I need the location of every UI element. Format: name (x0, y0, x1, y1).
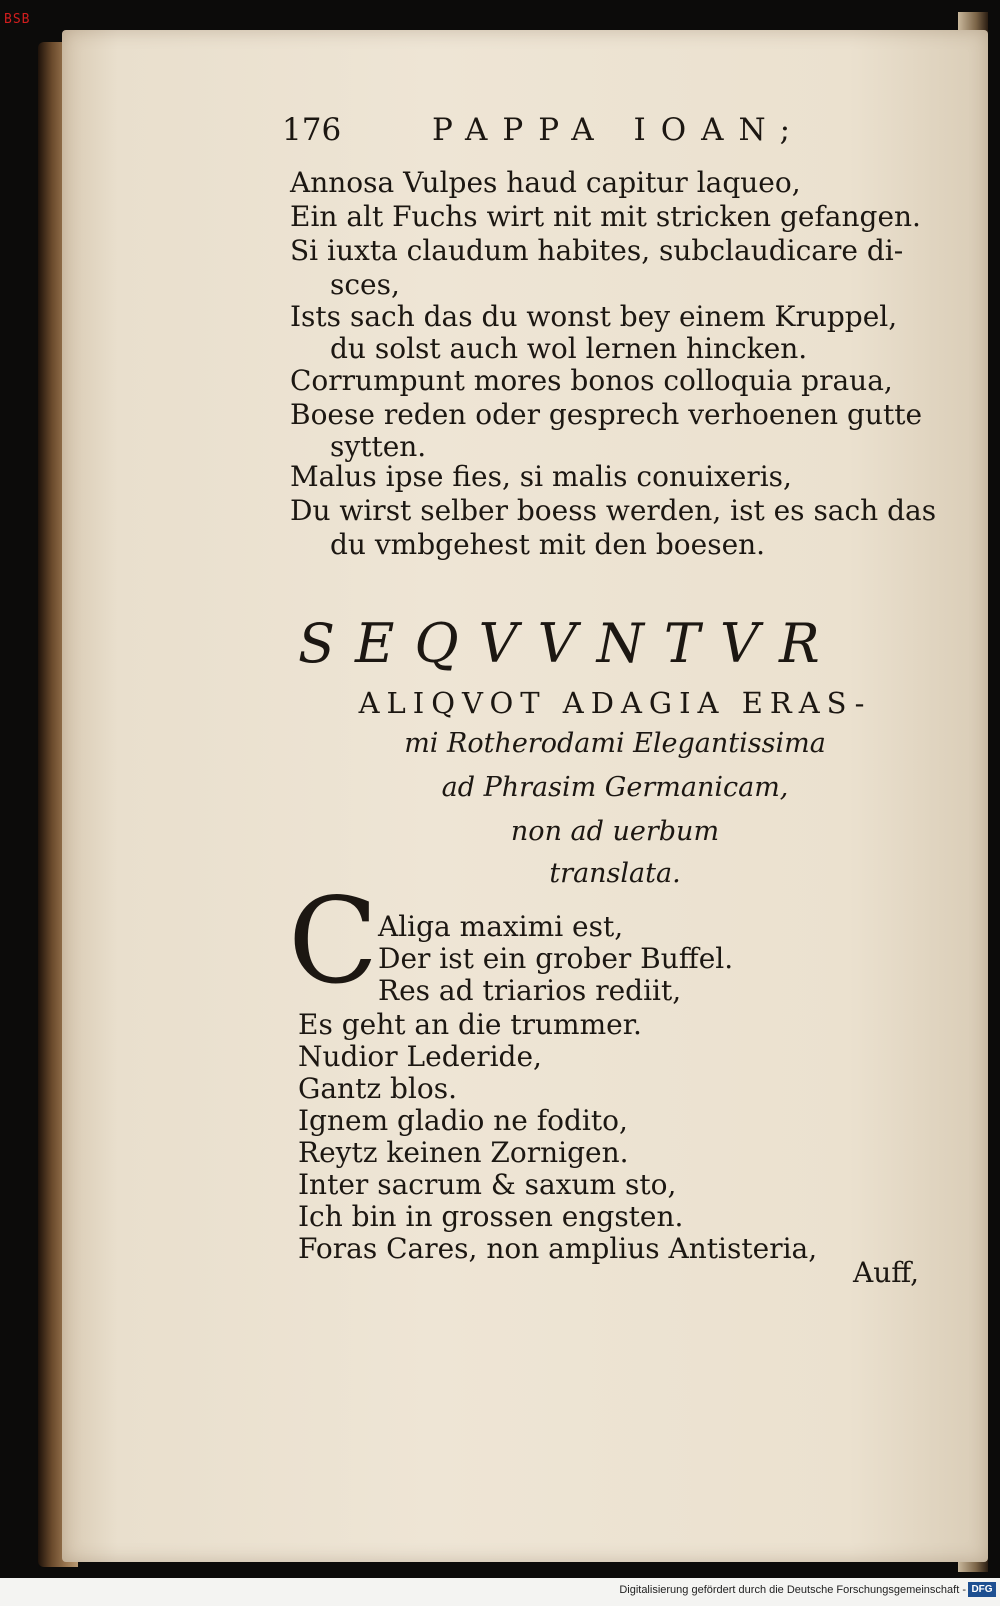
text-line: Ein alt Fuchs wirt nit mit stricken gefangen. (290, 200, 921, 233)
text-line: sces, (330, 268, 400, 301)
text-line: du solst auch wol lernen hincken. (330, 332, 808, 365)
text-line: Corrumpunt mores bonos colloquia praua, (290, 364, 893, 397)
heading-line-1: ALIQVOT ADAGIA ERAS- (358, 686, 872, 720)
text-line: Si iuxta claudum habites, subclaudicare di- (290, 234, 904, 267)
text-line: Reytz keinen Zornigen. (298, 1136, 629, 1169)
text-line: Inter sacrum & saxum sto, (298, 1168, 677, 1201)
text-line: Res ad triarios rediit, (378, 974, 682, 1007)
catchword: Auff, (853, 1256, 920, 1289)
folio: 176 (282, 112, 342, 148)
text-line: Boese reden oder gesprech verhoenen gutte (290, 398, 923, 431)
text-line: du vmbgehest mit den boesen. (330, 528, 766, 561)
dfg-logo: DFG (968, 1582, 996, 1597)
heading-sequuntur: SEQVVNTVR (298, 612, 840, 675)
text-line: Du wirst selber boess werden, ist es sach das (290, 494, 937, 527)
text-line: Es geht an die trummer. (298, 1008, 642, 1041)
digitization-credit: Digitalisierung gefördert durch die Deutsche Forschungsgemeinschaft - (619, 1584, 966, 1596)
heading-line-4: non ad uerbum (510, 816, 720, 847)
text-line: Ists sach das du wonst bey einem Kruppel, (290, 300, 898, 333)
heading-line-5: translata. (549, 858, 681, 889)
heading-line-2: mi Rotherodami Elegantissima (404, 728, 826, 759)
text-line: Aliga maximi est, (378, 910, 624, 943)
running-title: PAPPA IOAN; (432, 112, 806, 148)
page-header (282, 112, 842, 152)
heading-line-3: ad Phrasim Germanicam, (441, 772, 789, 803)
text-line: sytten. (330, 430, 427, 463)
text-line: Annosa Vulpes haud capitur laqueo, (290, 166, 801, 199)
footer-bar (0, 1578, 1000, 1606)
text-line: Der ist ein grober Buffel. (378, 942, 734, 975)
text-line: Ignem gladio ne fodito, (298, 1104, 628, 1137)
text-line: Ich bin in grossen engsten. (298, 1200, 684, 1233)
text-line: Malus ipse fies, si malis conuixeris, (290, 460, 792, 493)
text-line: Nudior Lederide, (298, 1040, 542, 1073)
corner-mark: BSB (4, 12, 31, 27)
text-line: Foras Cares, non amplius Antisteria, (298, 1232, 818, 1265)
text-line: Gantz blos. (298, 1072, 458, 1105)
drop-cap: C (288, 872, 379, 1010)
